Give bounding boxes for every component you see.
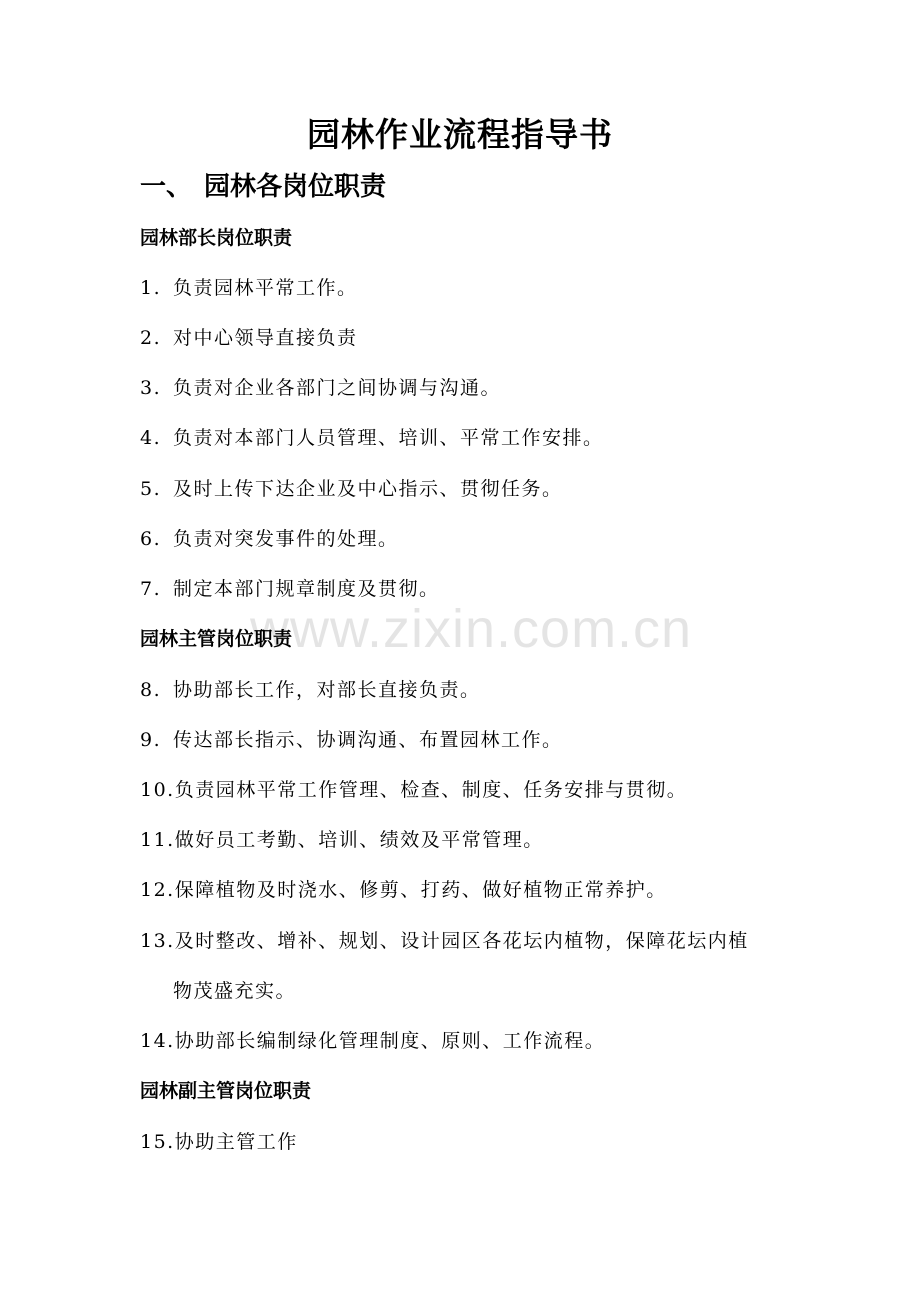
item-number: 9. [140,729,162,751]
item-text: 负责对本部门人员管理、培训、平常工作安排。 [173,427,604,449]
item-text: 负责对企业各部门之间协调与沟通。 [173,377,502,399]
list-item [140,825,790,855]
item-number: 1. [140,277,162,299]
list-item [140,675,790,705]
item-text: 制定本部门规章制度及贯彻。 [173,578,440,600]
item-text: 负责对突发事件的处理。 [173,528,399,550]
item-number: 12. [140,879,175,901]
list-item [140,574,790,604]
item-number: 7. [140,578,162,600]
item-text: 负责园林平常工作。 [173,277,358,299]
item-number: 4. [140,427,162,449]
list-item [140,323,790,353]
item-text: 协助部长工作，对部长直接负责。 [173,679,481,701]
watermark: www.zixin.com.cn [250,599,693,659]
item-text: 做好员工考勤、培训、绩效及平常管理。 [174,829,544,851]
item-number: 3. [140,377,162,399]
item-number: 5. [140,478,162,500]
item-text-continued: 物茂盛充实。 [173,980,297,1002]
item-text: 负责园林平常工作管理、检查、制度、任务安排与贯彻。 [174,779,688,801]
group-heading-supervisor: 园林主管岗位职责 [140,628,293,650]
item-text: 传达部长指示、协调沟通、布置园林工作。 [173,729,563,751]
list-item [140,775,790,805]
list-item [140,725,790,755]
item-text: 对中心领导直接负责 [173,327,358,349]
group-heading-deputy-supervisor: 园林副主管岗位职责 [140,1080,312,1102]
section-title: 园林各岗位职责 [204,172,387,202]
item-number: 2. [140,327,162,349]
item-number: 15. [140,1131,175,1153]
item-number: 11. [140,829,175,851]
group-heading-minister: 园林部长岗位职责 [140,227,293,249]
section-number: 一、 [140,172,193,202]
list-item [140,1026,790,1056]
list-item [140,373,790,403]
list-item [140,1127,790,1157]
item-number: 6. [140,528,162,550]
item-number: 14. [140,1030,175,1052]
list-item [140,524,790,554]
list-item [140,926,790,1006]
document-title: 园林作业流程指导书 [307,115,613,154]
item-number: 13. [140,930,175,952]
item-number: 10. [140,779,175,801]
list-item [140,273,790,303]
list-item [140,875,790,905]
item-text: 及时整改、增补、规划、设计园区各花坛内植物，保障花坛内植 [174,930,749,952]
section-heading [140,165,386,209]
list-item [140,423,790,453]
item-number: 8. [140,679,162,701]
item-text: 协助部长编制绿化管理制度、原则、工作流程。 [174,1030,606,1052]
item-text: 及时上传下达企业及中心指示、贯彻任务。 [173,478,563,500]
list-item [140,474,790,504]
item-text: 保障植物及时浇水、修剪、打药、做好植物正常养护。 [174,879,667,901]
item-text: 协助主管工作 [174,1131,298,1153]
